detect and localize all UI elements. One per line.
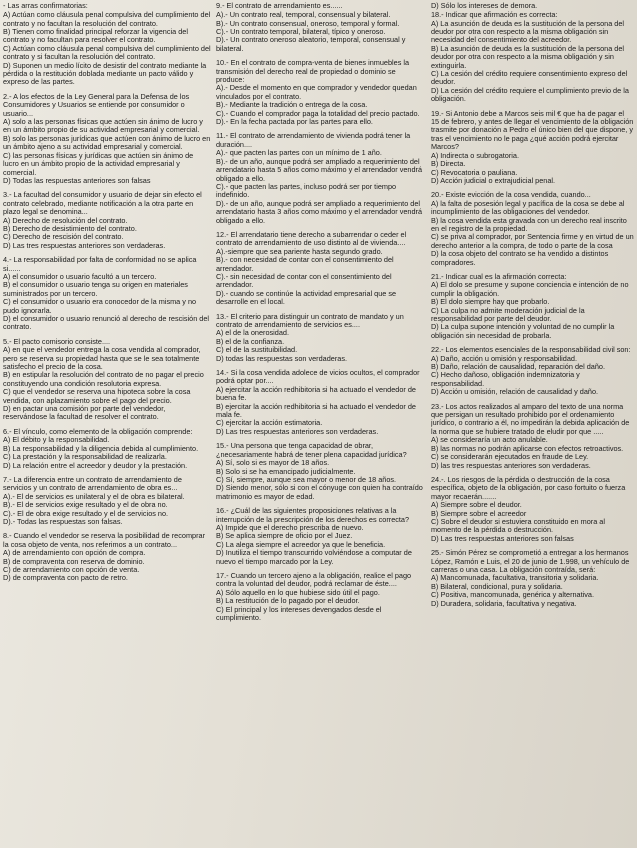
answer-option: A).- Desde el momento en que comprador y vendedor quedan vinculados por el contrato. — [215, 83, 417, 101]
answer-option: A).- Un contrato real, temporal, consensual y bilateral. — [215, 10, 391, 20]
column-left — [3, 2, 211, 846]
answer-option: B) la cosa vendida esta gravada con un derecho real inscrito en el registro de la propiedad. — [430, 215, 627, 233]
answer-option: C) El principal y los intereses devengados desde el cumplimiento. — [215, 604, 382, 623]
question-stem: 21.- Indicar cual es la afirmación correcta: — [430, 271, 567, 281]
answer-option: C).- Cuando el comprador paga la totalidad del precio pactado. — [215, 108, 420, 118]
answer-option: B) Se aplica siempre de oficio por el Juez. — [215, 531, 353, 541]
question-block — [216, 442, 426, 501]
question-block — [431, 549, 634, 608]
question-block — [216, 132, 426, 224]
answer-option: A) de arrendamiento con opción de compra. — [3, 548, 146, 558]
answer-option: B).- de un año, aunque podrá ser ampliado a requerimiento del arrendatario hasta 5 años como máximo y el arrendador vendrá obligado a ello. — [215, 156, 423, 183]
answer-option: C) La prestación y la responsabilidad de realizarla. — [3, 452, 167, 462]
answer-option: B) La asunción de deuda es la sustitución de la persona del deudor por otra con respecto a la misma obligación y sin extinguirla. — [430, 43, 625, 70]
answer-option: D) el consumidor o usuario renunció al derecho de rescisión del contrato. — [3, 314, 210, 332]
question-stem: 13.- El criterio para distinguir un contrato de mandato y un contrato de arrendamiento de servicios es.... — [215, 311, 404, 330]
answer-option: B).- Un contrato consensual, oneroso, temporal y formal. — [215, 18, 400, 28]
answer-option: A) Impide que el derecho prescriba de nuevo. — [215, 522, 364, 532]
answer-option: B) en estipular la resolución del contrato de no pagar el precio constituyendo una condición resolutoria expresa. — [3, 370, 204, 388]
answer-option: D).- de un año, aunque podrá ser ampliado a requerimiento del arrendatario hasta 3 años como máximo y el arrendador vendrá obligado a ello. — [215, 198, 423, 225]
question-stem: 11.- El contrato de arrendamiento de vivienda podrá tener la duración.... — [215, 131, 411, 149]
question-block — [3, 191, 211, 250]
answer-option: A) el de la onerosidad. — [215, 328, 289, 338]
question-stem: 19.- Si Antonio debe a Marcos seis mil € que ha de pagar el 15 de febrero, y antes de llegar el vencimiento de la obligación trasmite por donación a Pedro el único bien del que dispone, y tras el vencimiento no le paga ¿qué acción podrá ejercitar Marcos? — [430, 108, 634, 152]
answer-option: A) Sí, solo si es mayor de 18 años. — [215, 458, 330, 468]
answer-option: A) Derecho de resolución del contrato. — [3, 215, 128, 225]
answer-option: C) el consumidor o usuario era conocedor de la misma y no pudo ignorarla. — [3, 297, 197, 315]
answer-option: B) Tienen como finalidad principal reforzar la vigencia del contrato y no facultan para resolver el contrato. — [3, 27, 188, 45]
answer-option: A) el consumidor o usuario facultó a un tercero. — [3, 271, 157, 281]
answer-option: D) de compraventa con pacto de retro. — [3, 573, 128, 583]
answer-option: D) La relación entre el acreedor y deudor y la prestación. — [3, 460, 188, 470]
answer-option: D).- Todas las respuestas son falsas. — [3, 516, 123, 526]
question-stem: 6.- El vínculo, como elemento de la obligación comprende: — [3, 426, 193, 436]
question-block — [3, 532, 211, 582]
answer-option: D).- cuando se continúe la actividad empresarial que se desarrolle en el local. — [215, 288, 397, 307]
question-block — [3, 338, 211, 422]
answer-option: D) Siendo menor, sólo si con el cónyuge con quien ha contraído matrimonio es mayor de edad. — [215, 483, 423, 501]
answer-option: B) ejercitar la acción redhibitoria si ha actuado el vendedor de mala fe. — [215, 401, 416, 420]
column-middle — [216, 2, 426, 846]
question-stem: 5.- El pacto comisorio consiste.... — [3, 336, 111, 346]
question-block — [3, 93, 211, 185]
question-block — [431, 191, 634, 267]
answer-option: B).- El de servicios exige resultado y el de obra no. — [3, 500, 168, 510]
question-stem: 10.- En el contrato de compra-venta de bienes inmuebles la transmisión del derecho real de propiedad o dominio se produce: — [215, 58, 410, 85]
answer-option: B) solo las personas jurídicas que actúen con ánimo de lucro en un ámbito ajeno a su actividad empresarial y comercial. — [3, 133, 211, 152]
answer-option: B) Daño, relación de causalidad, reparación del daño. — [430, 362, 605, 372]
answer-option: A) en que el vendedor entrega la cosa vendida al comprador, pero se reserva su propiedad hasta que se le sea totalmente satisfecho el precio de la cosa. — [3, 345, 201, 372]
answer-option: C) se priva al comprador, por Sentencia firme y en virtud de un derecho anterior a la compra, de todo o parte de la cosa — [430, 232, 634, 250]
answer-option: B) el de la confianza. — [215, 336, 285, 346]
question-block — [216, 59, 426, 126]
answer-option: D) todas las respuestas son verdaderas. — [215, 353, 347, 363]
question-stem: 3.- La facultad del consumidor y usuario de dejar sin efecto el contrato celebrado, mediante notificación a la otra parte en plazo legal se denomina... — [3, 190, 202, 217]
question-block — [3, 476, 211, 526]
question-block — [431, 273, 634, 340]
answer-option: A) Daño, acción u omisión y responsabilidad. — [430, 353, 577, 363]
answer-option: D).- Un contrato oneroso aleatorio, temporal, consensual y bilateral. — [215, 35, 406, 53]
question-stem: 17.- Cuando un tercero ajeno a la obligación, realice el pago contra la voluntad del deudor, podrá reclamar de éste.... — [215, 570, 412, 589]
answer-option: B) las normas no podrán aplicarse con efectos retroactivos. — [430, 443, 624, 453]
answer-option: A).-siempre que sea pariente hasta segundo grado. — [215, 246, 383, 256]
answer-option: B) El dolo siempre hay que probarlo. — [430, 297, 550, 307]
question-block — [216, 507, 426, 566]
answer-option: D) las tres respuestas anteriores son verdaderas. — [430, 460, 591, 470]
answer-option: A) La asunción de deuda es la sustitución de la persona del deudor por otra con respecto a la misma obligación sin necesidad del consentimiento del acreedor. — [430, 18, 625, 45]
question-block — [3, 428, 211, 470]
answer-option: D) Acción judicial o extrajudicial penal. — [430, 175, 556, 185]
question-block — [216, 11, 426, 53]
answer-option: D) Inutiliza el tiempo transcurrido volviéndose a computar de nuevo el tiempo marcado por la Ley. — [215, 548, 412, 566]
question-stem: 7.- La diferencia entre un contrato de arrendamiento de servicios y un contrato de arrendamiento de obra es... — [3, 474, 182, 493]
answer-option: C) Revocatoria o pauliana. — [430, 167, 518, 177]
answer-option: D) La culpa supone intención y voluntad de no cumplir la obligación sin necesidad de probarla. — [430, 322, 615, 340]
question-stem: 8.- Cuando el vendedor se reserva la posibilidad de recomprar la cosa objeto de venta, nos referimos a un contrato... — [3, 531, 205, 549]
answer-option: C).- El de obra exige resultado y el de servicios no. — [3, 508, 169, 518]
question-stem: 24.-. Los riesgos de la pérdida o destrucción de la cosa específica, objeto de la obligación, por caso fortuito o fuerza mayor recaerán....... — [430, 474, 626, 501]
answer-option: B) Derecho de desistimiento del contrato. — [3, 223, 137, 233]
question-stem: 18.- Indicar que afirmación es correcta: — [430, 10, 558, 20]
answer-option: C) ejercitar la acción estimatoria. — [215, 418, 323, 428]
question-block — [216, 572, 426, 622]
answer-option: C) Hecho dañoso, obligación indemnizatoria y responsabilidad. — [430, 370, 580, 388]
answer-option: B) de compraventa con reserva de dominio. — [3, 556, 145, 566]
question-stem: 22.- Los elementos esenciales de la responsabilidad civil son: — [430, 345, 631, 355]
answer-option: C) Positiva, mancomunada, genérica y alternativa. — [430, 590, 594, 600]
answer-option: D) en pactar una comisión por parte del vendedor, reservándose la facultad de resolver el contrato. — [3, 404, 166, 422]
answer-option: C).- que pacten las partes, incluso podrá ser por tiempo indefinido. — [215, 181, 397, 200]
answer-option: A) se consideraría un acto anulable. — [430, 435, 548, 445]
question-block — [431, 403, 634, 470]
answer-option: B) Solo si se ha emancipado judicialmente. — [215, 466, 356, 476]
question-stem: 25.- Simón Pérez se comprometió a entregar a los hermanos López, Ramón e Luis, el 20 de junio de 1.998, un vehículo de carreras o una casa. La obligación contraída, será: — [430, 548, 630, 574]
question-stem: 20.- Existe evicción de la cosa vendida, cuando... — [430, 190, 591, 200]
answer-option: C) que el vendedor se reserva una hipoteca sobre la cosa vendida, con aplazamiento sobre el pago del precio. — [3, 387, 191, 405]
answer-option: A) El dolo se presume y supone conciencia e intención de no cumplir la obligación. — [430, 280, 629, 298]
answer-option: D) Acción u omisión, relación de causalidad y daño. — [430, 387, 599, 397]
question-stem: 15.- Una persona que tenga capacidad de obrar, ¿necesariamente habrá de tener plena capacidad jurídica? — [215, 441, 407, 459]
answer-option: A) Actúan como cláusula penal compulsiva del cumplimiento del contrato y no facultan la resolución del contrato. — [3, 10, 211, 28]
answer-option: A) ejercitar la acción redhibitoria si ha actuado el vendedor de buena fe. — [215, 384, 416, 403]
answer-option: A) solo a las personas físicas que actúen sin ánimo de lucro y en un ámbito propio de su actividad empresarial y comercial. — [3, 117, 203, 135]
answer-option: B).- con necesidad de contar con el consentimiento del arrendador. — [215, 255, 394, 273]
answer-option: A).- que pacten las partes con un mínimo de 1 año. — [215, 148, 382, 158]
answer-option: A).- El de servicios es unilateral y el de obra es bilateral. — [3, 491, 185, 501]
answer-option: A) la falta de posesión legal y pacífica de la cosa se debe al incumplimiento de las obligaciones del vendedor. — [430, 198, 625, 217]
answer-option: B) Directa. — [430, 159, 466, 169]
question-stem: 16.- ¿Cuál de las siguientes proposiciones relativas a la interrupción de la prescripción de los derechos es correcta? — [215, 506, 410, 524]
question-block — [216, 231, 426, 307]
question-stem: 23.- Los actos realizados al amparo del texto de una norma que persigan un resultado prohibido por el ordenamiento jurídico, o contrario a él, no impedirán la debida aplicación de la norma que se hubiere tratado de eludir por que ..... — [430, 401, 630, 436]
answer-option: B) Bilateral, condicional, pura y solidaria. — [430, 581, 563, 591]
question-block — [3, 256, 211, 332]
question-block — [216, 313, 426, 363]
answer-option: C) las personas físicas y jurídicas que actúen sin ánimo de lucro en un ámbito propio de la actividad empresarial y comercial. — [3, 150, 194, 177]
answer-option: C) Sobre el deudor si estuviera constituido en mora al momento de la pérdida o destrucción. — [430, 516, 605, 535]
answer-option: D) Todas las respuestas anteriores son falsas — [3, 175, 151, 185]
answer-option: C).- Un contrato temporal, bilateral, típico y oneroso. — [215, 27, 386, 37]
answer-option: C) Sí, siempre, aunque sea mayor o menor de 18 años. — [215, 474, 397, 484]
answer-option: B) La responsabilidad y la diligencia debida al cumplimiento. — [3, 443, 199, 453]
answer-option: D).- En la fecha pactada por las partes para ello. — [215, 117, 373, 127]
question-block — [431, 110, 634, 186]
answer-option: C) La cesión del crédito requiere consentimiento expreso del deudor. — [430, 69, 628, 87]
question-block — [431, 11, 634, 103]
question-stem: 14.- Si la cosa vendida adolece de vicios ocultos, el comprador podrá optar por.... — [215, 368, 420, 386]
answer-option: A) Siempre sobre el deudor. — [430, 500, 522, 510]
answer-option: D) Suponen un medio lícito de desistir del contrato mediante la pérdida o la restitución doblada mediante un pacto válido y expreso de las partes. — [3, 60, 207, 87]
column-header: - Las arras confirmatorias: — [3, 2, 88, 10]
question-stem: 2.- A los efectos de la Ley General para la Defensa de los Consumidores y Usuarios se entiende por consumidor o usuario... — [3, 91, 190, 118]
column-header: D) Sólo los intereses de demora. — [430, 2, 538, 10]
answer-option: D) la cosa objeto del contrato se ha vendido a distintos compradores. — [430, 249, 609, 267]
answer-option: C) el de la sustituibilidad. — [215, 345, 298, 355]
answer-option: A) Indirecta o subrogatoria. — [430, 150, 519, 160]
question-block — [216, 369, 426, 436]
answer-option: B) La restitución de lo pagado por el deudor. — [215, 596, 360, 606]
answer-option: C) Derecho de rescisión del contrato. — [3, 232, 124, 242]
column-right — [431, 2, 634, 846]
answer-option: A) Sólo aquello en lo que hubiese sido útil el pago. — [215, 587, 380, 597]
answer-option: D) Las tres respuestas anteriores son verdaderas. — [3, 240, 166, 250]
answer-option: A) Mancomunada, facultativa, transitoria y solidaria. — [430, 573, 599, 583]
answer-option: D) Duradera, solidaria, facultativa y negativa. — [430, 598, 577, 608]
answer-option: C) La culpa no admite moderación judicial de la responsabilidad por parte del deudor. — [430, 305, 585, 324]
column-header: 9.- El contrato de arrendamiento es...... — [215, 2, 343, 10]
answer-option: A) El débito y la responsabilidad. — [3, 435, 110, 445]
question-block — [3, 11, 211, 87]
question-block — [431, 346, 634, 396]
answer-option: C) se considerarán ejecutados en fraude de Ley. — [430, 452, 589, 462]
answer-option: C).- sin necesidad de contar con el consentimiento del arrendador. — [215, 271, 392, 290]
answer-option: B).- Mediante la tradición o entrega de la cosa. — [215, 100, 368, 110]
answer-option: D) Las tres respuestas anteriores son falsas — [430, 533, 574, 543]
answer-option: C) La alega siempre el acreedor ya que le beneficia. — [215, 539, 386, 549]
answer-option: B) Siempre sobre el acreedor — [430, 508, 527, 518]
answer-option: D) Las tres respuestas anteriores son verdaderas. — [215, 426, 379, 436]
answer-option: D) La cesión del crédito requiere el cumplimiento previo de la obligación. — [430, 85, 629, 104]
question-block — [431, 476, 634, 543]
answer-option: B) el consumidor o usuario tenga su origen en materiales suministrados por un tercero. — [3, 280, 188, 298]
question-stem: 12.- El arrendatario tiene derecho a subarrendar o ceder el contrato de arrendamiento de uso distinto al de vivienda.... — [215, 229, 407, 248]
answer-option: C) de arrendamiento con opción de venta. — [3, 564, 140, 574]
question-stem: 4.- La responsabilidad por falta de conformidad no se aplica si...... — [3, 255, 197, 273]
answer-option: C) Actúan como cláusula penal compulsiva del cumplimiento del contrato y si facultan la resolución del contrato. — [3, 43, 211, 62]
